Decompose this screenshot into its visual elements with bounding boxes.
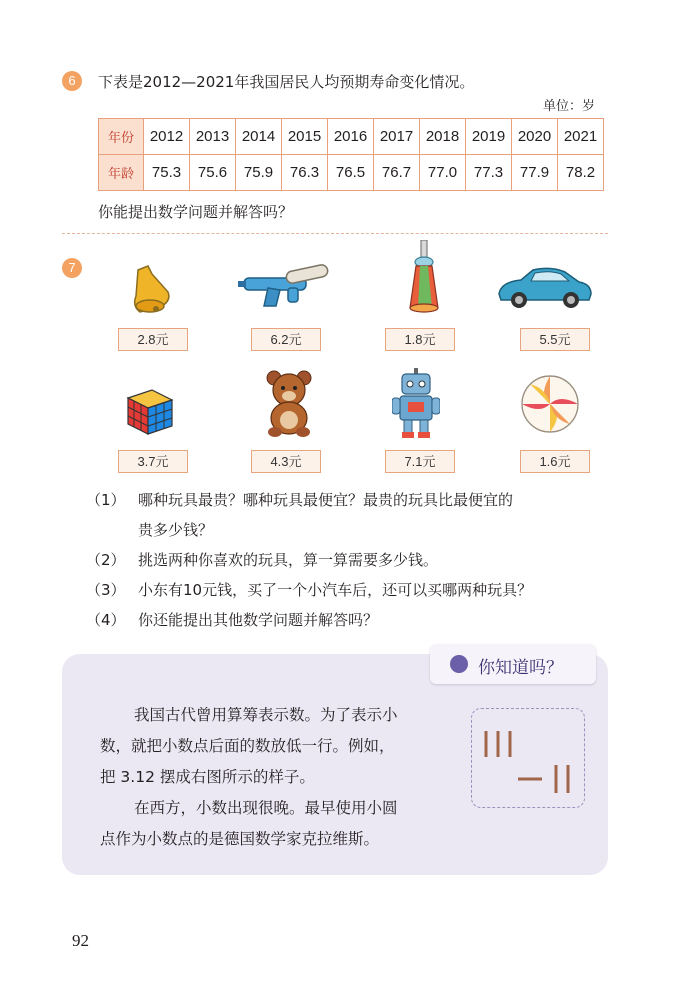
bell-icon <box>128 262 178 314</box>
price-tag-cube: 3.7元 <box>118 450 188 473</box>
year-cell: 2017 <box>374 119 420 155</box>
year-cell: 2013 <box>190 119 236 155</box>
age-cell: 75.6 <box>190 155 236 191</box>
year-cell: 2019 <box>466 119 512 155</box>
price-tag-bell: 2.8元 <box>118 328 188 351</box>
problem-7-badge: 7 <box>62 258 82 278</box>
info-line-3: 把 3.12 摆成右图所示的样子。 <box>100 768 315 786</box>
age-cell: 77.9 <box>512 155 558 191</box>
question-1-text-continued: 贵多少钱？ <box>138 521 214 539</box>
price-tag-car: 5.5元 <box>520 328 590 351</box>
year-cell: 2018 <box>420 119 466 155</box>
water-gun-icon <box>238 262 334 310</box>
trumpet-icon <box>406 240 442 314</box>
unit-label: 单位：岁 <box>543 99 596 114</box>
age-cell: 78.2 <box>558 155 604 191</box>
question-1-text: 哪种玩具最贵？哪种玩具最便宜？最贵的玩具比最便宜的 <box>138 491 514 509</box>
info-line-4: 在西方，小数出现很晚。最早使用小圆 <box>134 799 398 817</box>
did-you-know-tab <box>430 644 596 684</box>
did-you-know-title: 你知道吗？ <box>478 658 563 678</box>
price-tag-trumpet: 1.8元 <box>385 328 455 351</box>
bar-chart-icon <box>450 655 468 673</box>
age-row <box>99 155 604 191</box>
price-tag-robot: 7.1元 <box>385 450 455 473</box>
question-1-number: （1） <box>86 491 126 509</box>
question-4-text: 你还能提出其他数学问题并解答吗？ <box>138 611 379 629</box>
question-2-number: （2） <box>86 551 126 569</box>
question-3-text: 小东有10元钱，买了一个小汽车后，还可以买哪两种玩具？ <box>138 581 533 599</box>
age-cell: 76.5 <box>328 155 374 191</box>
age-row-header: 年龄 <box>99 155 144 191</box>
price-tag-water-gun: 6.2元 <box>251 328 321 351</box>
year-cell: 2012 <box>144 119 190 155</box>
price-tag-teddy: 4.3元 <box>251 450 321 473</box>
rubiks-cube-icon <box>124 386 176 438</box>
question-4-number: （4） <box>86 611 126 629</box>
counting-rods-figure <box>471 708 585 808</box>
problem-6-question: 你能提出数学问题并解答吗？ <box>98 203 294 221</box>
teddy-bear-icon <box>262 370 316 438</box>
age-cell: 76.7 <box>374 155 420 191</box>
year-cell: 2016 <box>328 119 374 155</box>
info-line-2: 数，就把小数点后面的数放低一行。例如， <box>100 737 395 755</box>
year-cell: 2020 <box>512 119 558 155</box>
year-cell: 2015 <box>282 119 328 155</box>
info-line-5: 点作为小数点的是德国数学家克拉维斯。 <box>100 830 380 848</box>
page-number: 92 <box>72 931 89 950</box>
age-cell: 77.3 <box>466 155 512 191</box>
question-3-number: （3） <box>86 581 126 599</box>
info-line-1: 我国古代曾用算筹表示数。为了表示小 <box>134 706 398 724</box>
problem-6-badge: 6 <box>62 71 82 91</box>
age-cell: 76.3 <box>282 155 328 191</box>
question-2-text: 挑选两种你喜欢的玩具，算一算需要多少钱。 <box>138 551 439 569</box>
problem-6-intro: 下表是2012—2021年我国居民人均预期寿命变化情况。 <box>98 73 475 91</box>
year-cell: 2021 <box>558 119 604 155</box>
robot-icon <box>392 368 440 440</box>
life-expectancy-table <box>98 118 604 191</box>
age-cell: 75.9 <box>236 155 282 191</box>
year-row-header: 年份 <box>99 119 144 155</box>
age-cell: 77.0 <box>420 155 466 191</box>
toy-car-icon <box>495 264 595 310</box>
counting-rods-icon <box>472 709 584 807</box>
section-divider <box>62 233 608 234</box>
age-cell: 75.3 <box>144 155 190 191</box>
year-cell: 2014 <box>236 119 282 155</box>
beach-ball-icon <box>520 374 580 434</box>
year-row <box>99 119 604 155</box>
price-tag-ball: 1.6元 <box>520 450 590 473</box>
